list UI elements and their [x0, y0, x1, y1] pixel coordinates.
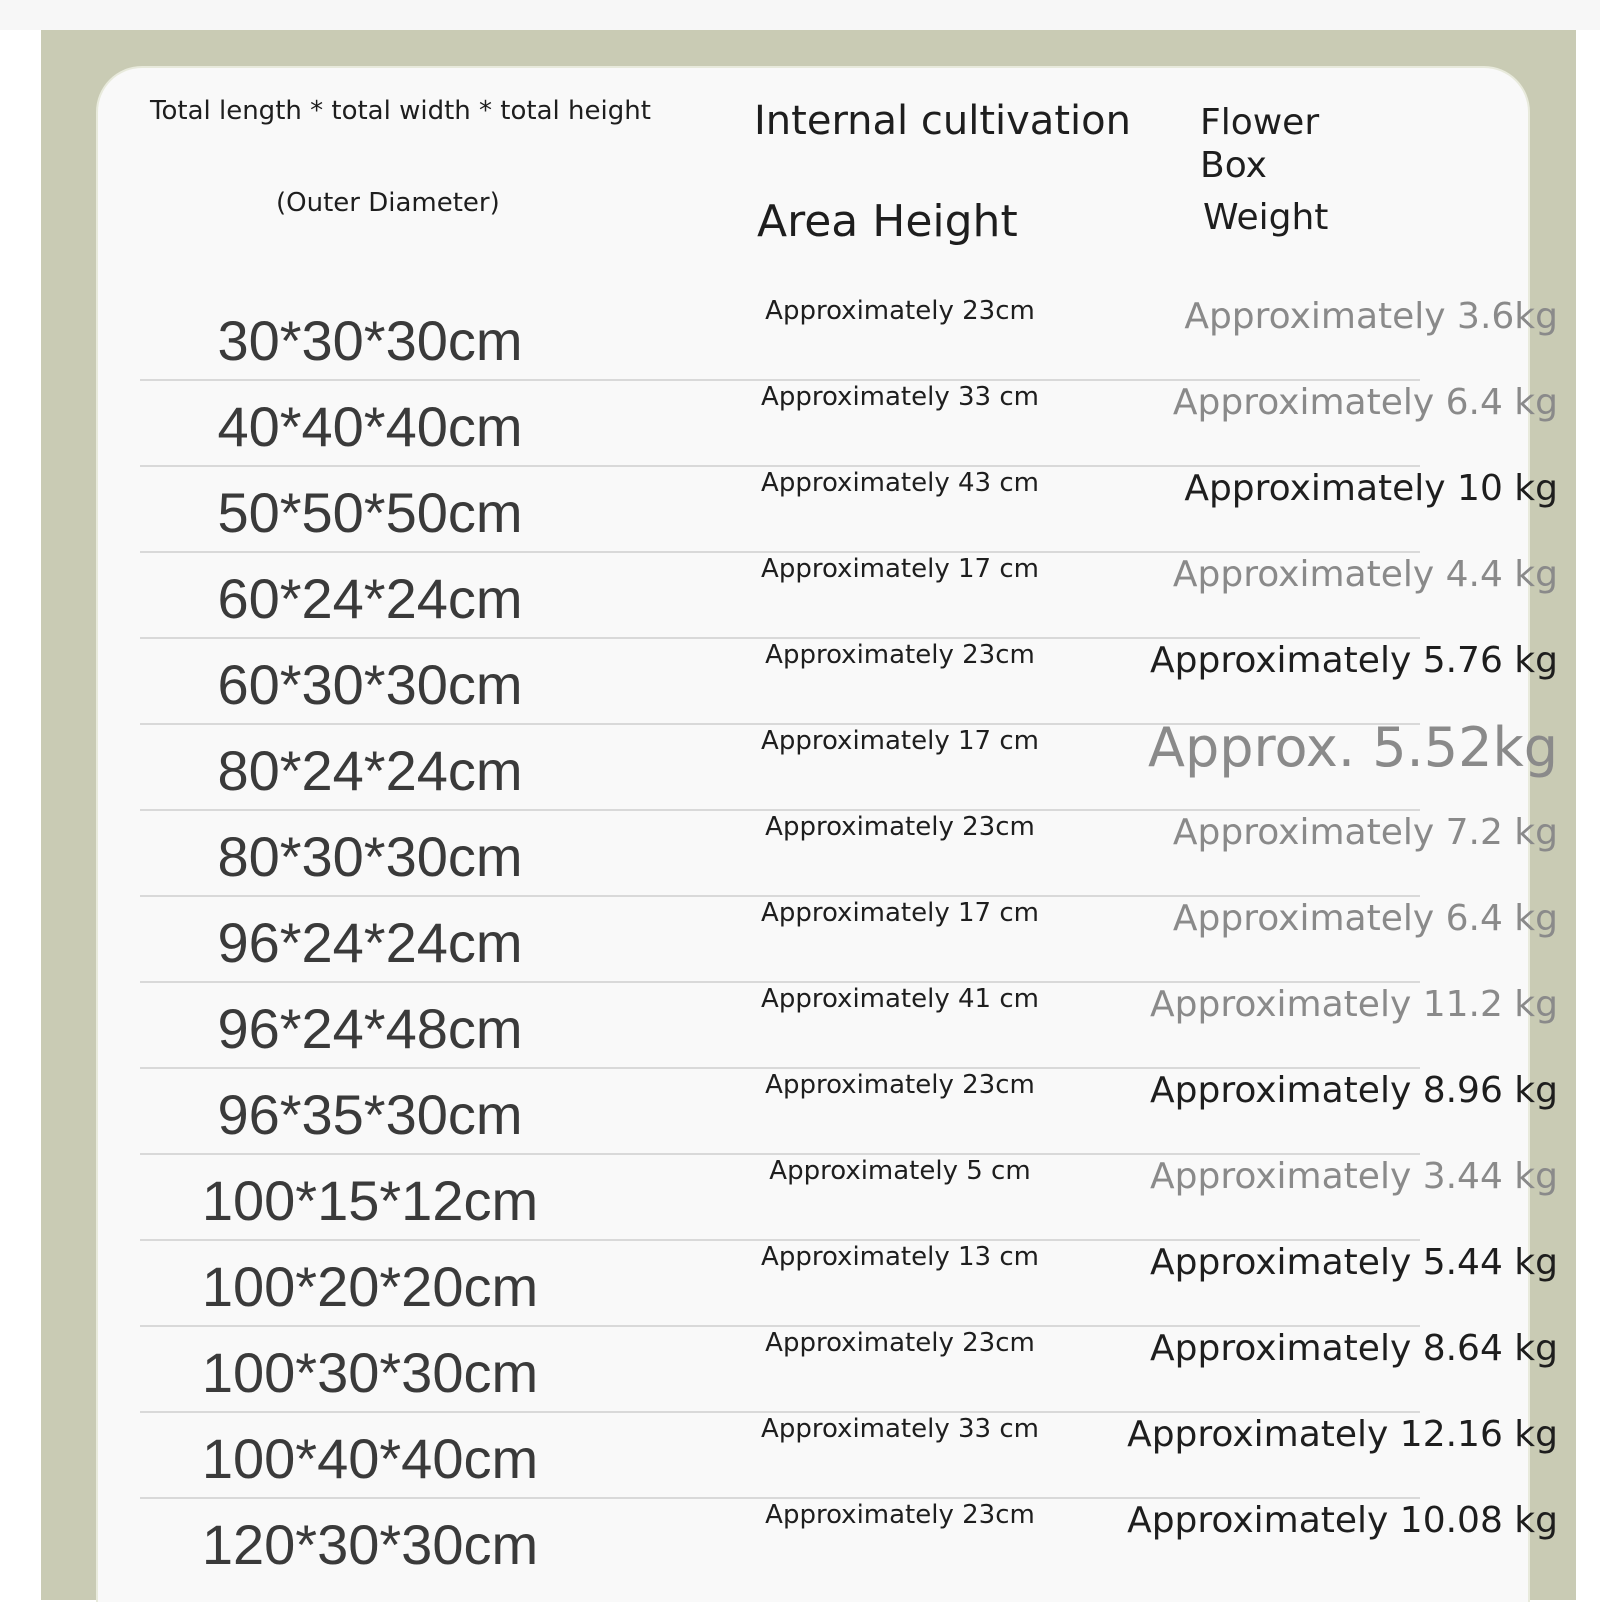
table-row — [0, 554, 1600, 640]
cultivation-height-cell: Approximately 17 cm — [761, 554, 1039, 584]
row-separator — [140, 895, 1420, 897]
table-row — [0, 296, 1600, 382]
dimension-cell: 100*20*20cm — [201, 1255, 539, 1318]
row-separator — [140, 1411, 1420, 1413]
cultivation-height-cell: Approximately 23cm — [765, 1328, 1035, 1358]
weight-cell: Approximately 6.4 kg — [1172, 382, 1558, 423]
weight-cell: Approximately 10.08 kg — [1127, 1500, 1558, 1541]
table-row — [0, 382, 1600, 468]
row-separator — [140, 981, 1420, 983]
table-row — [0, 716, 1600, 812]
dimension-cell: 96*24*48cm — [217, 997, 523, 1060]
dimension-cell: 96*24*24cm — [217, 911, 523, 974]
top-strip — [0, 0, 1600, 30]
dimension-cell: 30*30*30cm — [217, 309, 523, 372]
table-row — [0, 812, 1600, 898]
row-separator — [140, 551, 1420, 553]
table-row — [0, 468, 1600, 554]
cultivation-height-cell: Approximately 23cm — [765, 640, 1035, 670]
weight-cell: Approximately 8.64 kg — [1149, 1328, 1558, 1369]
row-separator — [140, 1239, 1420, 1241]
cultivation-height-cell: Approximately 43 cm — [761, 468, 1039, 498]
cultivation-height-cell: Approximately 5 cm — [769, 1156, 1031, 1186]
table-row — [0, 1414, 1600, 1500]
table-row — [0, 1242, 1600, 1328]
cultivation-height-cell: Approximately 33 cm — [761, 382, 1039, 412]
row-separator — [140, 1497, 1420, 1499]
cultivation-height-cell: Approximately 23cm — [765, 1070, 1035, 1100]
weight-cell: Approximately 12.16 kg — [1127, 1414, 1558, 1455]
row-separator — [140, 637, 1420, 639]
weight-cell: Approximately 10 kg — [1184, 468, 1558, 509]
dimension-cell: 120*30*30cm — [201, 1513, 539, 1576]
cultivation-height-cell: Approximately 23cm — [765, 812, 1035, 842]
dimension-cell: 80*30*30cm — [217, 825, 523, 888]
cultivation-height-cell: Approximately 17 cm — [761, 726, 1039, 756]
weight-cell: Approximately 3.44 kg — [1149, 1156, 1558, 1197]
table-row — [0, 1156, 1600, 1242]
row-separator — [140, 379, 1420, 381]
weight-cell: Approximately 3.6kg — [1184, 296, 1558, 337]
weight-cell: Approx. 5.52kg — [1148, 716, 1558, 779]
weight-cell: Approximately 4.4 kg — [1172, 554, 1558, 595]
header-flower: Flower — [1200, 102, 1320, 143]
dimension-cell: 50*50*50cm — [217, 481, 523, 544]
row-separator — [140, 1067, 1420, 1069]
dimension-cell: 80*24*24cm — [217, 739, 523, 802]
cultivation-height-cell: Approximately 17 cm — [761, 898, 1039, 928]
table-row — [0, 640, 1600, 726]
header-internal-cultivation: Internal cultivation — [754, 98, 1131, 144]
weight-cell: Approximately 6.4 kg — [1172, 898, 1558, 939]
dimension-cell: 100*40*40cm — [201, 1427, 539, 1490]
dimension-cell: 60*30*30cm — [217, 653, 523, 716]
weight-cell: Approximately 5.76 kg — [1149, 640, 1558, 681]
dimension-cell: 40*40*40cm — [217, 395, 523, 458]
weight-cell: Approximately 7.2 kg — [1172, 812, 1558, 853]
cultivation-height-cell: Approximately 13 cm — [761, 1242, 1039, 1272]
header-box: Box — [1200, 145, 1267, 186]
weight-cell: Approximately 11.2 kg — [1149, 984, 1558, 1025]
row-separator — [140, 1153, 1420, 1155]
header-dimensions: Total length * total width * total height — [150, 96, 651, 126]
cultivation-height-cell: Approximately 33 cm — [761, 1414, 1039, 1444]
table-row — [0, 1328, 1600, 1414]
table-row — [0, 1070, 1600, 1156]
row-separator — [140, 809, 1420, 811]
header-weight: Weight — [1203, 197, 1329, 238]
dimension-cell: 60*24*24cm — [217, 567, 523, 630]
cultivation-height-cell: Approximately 23cm — [765, 1500, 1035, 1530]
cultivation-height-cell: Approximately 23cm — [765, 296, 1035, 326]
header-outer-diameter: (Outer Diameter) — [276, 188, 500, 218]
row-separator — [140, 1325, 1420, 1327]
cultivation-height-cell: Approximately 41 cm — [761, 984, 1039, 1014]
header-area-height: Area Height — [757, 196, 1018, 247]
dimension-cell: 100*15*12cm — [201, 1169, 539, 1232]
weight-cell: Approximately 8.96 kg — [1149, 1070, 1558, 1111]
weight-cell: Approximately 5.44 kg — [1149, 1242, 1558, 1283]
dimension-cell: 96*35*30cm — [217, 1083, 523, 1146]
row-separator — [140, 465, 1420, 467]
dimension-cell: 100*30*30cm — [201, 1341, 539, 1404]
table-row — [0, 984, 1600, 1070]
table-row — [0, 898, 1600, 984]
table-row — [0, 1500, 1600, 1586]
